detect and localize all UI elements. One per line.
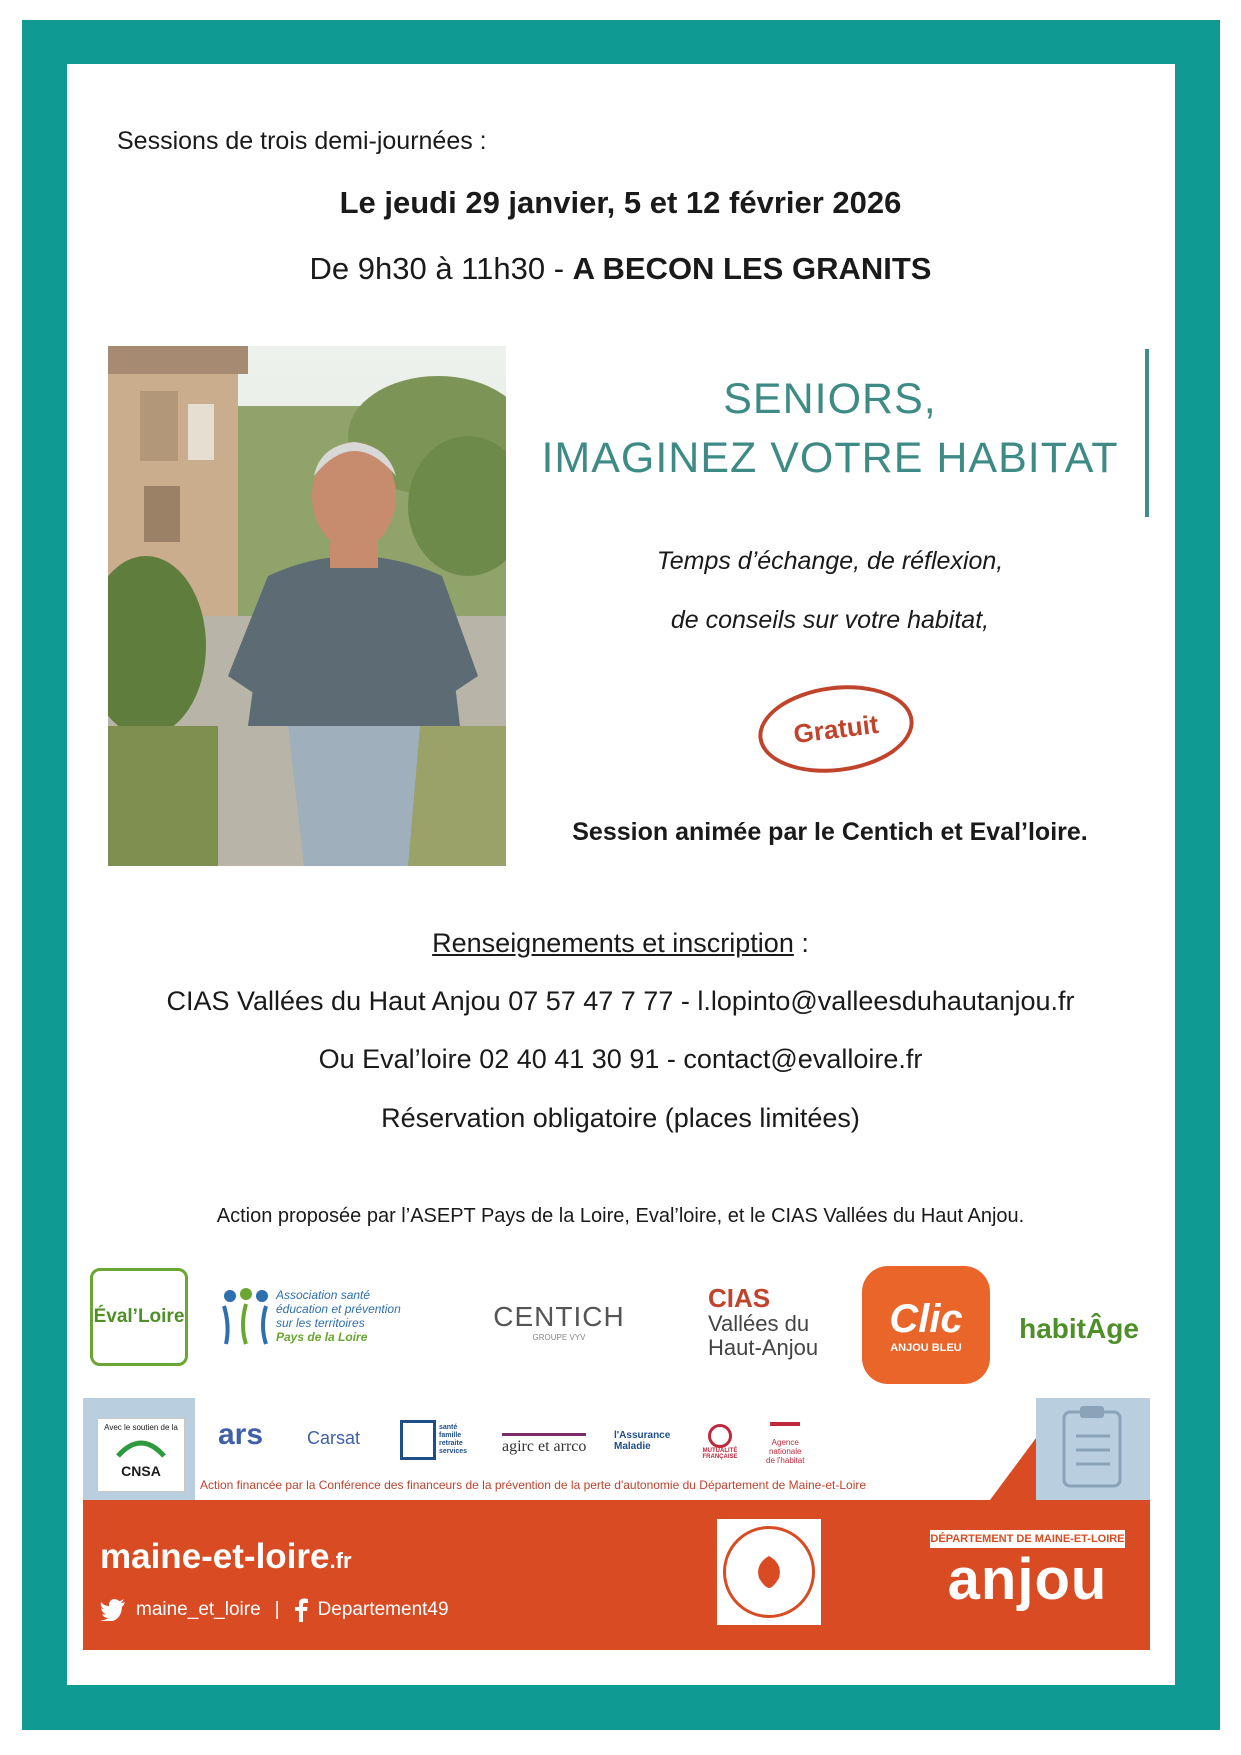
- campaign-subtitle-line1: Temps d’échange, de réflexion,: [656, 547, 1004, 575]
- asept-text: [276, 1288, 401, 1344]
- evalloire-logo: [90, 1268, 188, 1366]
- centich-logo-sub: GROUPE VYV: [532, 1332, 586, 1342]
- clic-logo: [862, 1266, 990, 1384]
- action-text: Action proposée par l’ASEPT Pays de la Loire, Eval’loire, et le CIAS Vallées du Haut Anjou.: [216, 1205, 1025, 1227]
- contact-line-cias: CIAS Vallées du Haut Anjou 07 57 47 7 77 - l.lopinto@valleesduhautanjou.fr: [166, 986, 1075, 1016]
- centich-logo-text: CENTICH: [493, 1300, 625, 1332]
- asept-line1: Association santé: [276, 1288, 371, 1302]
- mutualite-logo: [698, 1424, 742, 1460]
- financing-note: Action financée par la Conférence des financeurs de la prévention de la perte d'autonomie du Département de Maine-et-Loire: [200, 1478, 867, 1492]
- senior-photo: [108, 346, 506, 866]
- animated-by: Session animée par le Centich et Eval’loire.: [572, 818, 1088, 846]
- cnsa-label: CNSA: [121, 1463, 161, 1479]
- sessions-intro: Sessions de trois demi-journées :: [117, 127, 487, 155]
- campaign-title-line1: SENIORS,: [723, 375, 937, 423]
- session-hours: [0, 251, 1241, 287]
- habitage-logo: [1014, 1306, 1144, 1352]
- msa-line4: services: [439, 1448, 468, 1455]
- asept-line3: sur les territoires: [276, 1316, 365, 1330]
- contact-heading-label: Renseignements et inscription: [432, 928, 794, 958]
- conference-financeurs-seal: [717, 1519, 821, 1625]
- location: A BECON LES GRANITS: [572, 251, 932, 286]
- anah-line3: de l'habitat: [766, 1456, 805, 1465]
- clipboard-icon: [1036, 1398, 1150, 1500]
- department-label: DÉPARTEMENT DE MAINE-ET-LOIRE: [930, 1530, 1125, 1548]
- contact-heading-colon: :: [793, 928, 809, 958]
- anah-mark: [770, 1422, 800, 1436]
- twitter-handle[interactable]: maine_et_loire: [136, 1599, 261, 1620]
- photo-illustration: [108, 346, 506, 866]
- campaign-title-line2: IMAGINEZ VOTRE HABITAT: [541, 434, 1119, 482]
- asept-line2: éducation et prévention: [276, 1302, 401, 1316]
- cias-logo-line3: Haut-Anjou: [708, 1335, 819, 1360]
- anah-line1: Agence: [771, 1438, 799, 1447]
- msa-line3: retraite: [439, 1440, 463, 1447]
- assurance-maladie-logo: [614, 1430, 670, 1452]
- cnsa-logo: [97, 1418, 185, 1492]
- hours-text: De 9h30 à 11h30 -: [309, 251, 573, 286]
- free-stamp-label: Gratuit: [791, 708, 881, 749]
- clic-logo-line2: ANJOU BLEU: [890, 1341, 962, 1354]
- brand-divider: [1145, 349, 1149, 517]
- social-links: [100, 1598, 449, 1622]
- msa-line2: famille: [439, 1432, 462, 1439]
- department-website[interactable]: [100, 1537, 352, 1577]
- mutualite-label: MUTUALITÉ FRANÇAISE: [702, 1448, 738, 1460]
- facebook-handle[interactable]: Departement49: [317, 1599, 449, 1620]
- asept-logo: [218, 1280, 428, 1352]
- asept-line4: Pays de la Loire: [276, 1330, 368, 1344]
- habitage-logo-text: habitÂge: [1019, 1313, 1139, 1344]
- cias-logo-line1: CIAS: [708, 1283, 771, 1313]
- msa-logo: [400, 1420, 474, 1460]
- centich-logo: [466, 1296, 652, 1346]
- website-tld: .fr: [329, 1548, 352, 1573]
- mutualite-mark: [708, 1424, 732, 1448]
- msa-text: [439, 1424, 467, 1456]
- social-separator: |: [274, 1599, 280, 1620]
- website-main: maine-et-loire: [100, 1537, 330, 1576]
- footer-corner: [990, 1438, 1036, 1500]
- twitter-icon: [100, 1599, 126, 1621]
- seal-ring: [723, 1526, 815, 1618]
- assurance-line1: l'Assurance: [614, 1430, 671, 1441]
- contact-line-evalloire: Ou Eval’loire 02 40 41 30 91 - contact@evalloire.fr: [318, 1044, 923, 1074]
- leaf-icon: [749, 1552, 789, 1592]
- anah-logo: [766, 1422, 804, 1465]
- anah-line2: nationale: [768, 1447, 802, 1456]
- ars-logo: ars: [218, 1418, 264, 1451]
- cnsa-arc-icon: [98, 1432, 184, 1458]
- asept-people-icon: [218, 1286, 274, 1346]
- reservation-note: Réservation obligatoire (places limitées): [381, 1103, 860, 1133]
- evalloire-logo-text: Éval’Loire: [93, 1306, 185, 1327]
- agirc-logo: agirc et arrco: [502, 1433, 586, 1456]
- msa-mark: [400, 1420, 436, 1460]
- anjou-logo: anjou: [947, 1547, 1108, 1612]
- clic-logo-line1: Clic: [889, 1296, 963, 1341]
- contact-heading: [0, 928, 1241, 959]
- facebook-icon: [294, 1598, 308, 1622]
- funders-right-panel: [1036, 1398, 1150, 1500]
- cnsa-soutien: Avec le soutien de la: [104, 1423, 178, 1432]
- assurance-line2: Maladie: [614, 1441, 651, 1452]
- carsat-logo: Carsat: [307, 1428, 361, 1448]
- cias-logo: [708, 1274, 850, 1370]
- campaign-subtitle-line2: de conseils sur votre habitat,: [670, 606, 990, 634]
- session-dates: Le jeudi 29 janvier, 5 et 12 février 2026: [339, 185, 902, 220]
- msa-line1: santé: [439, 1424, 458, 1431]
- cias-logo-line2: Vallées du: [708, 1311, 810, 1336]
